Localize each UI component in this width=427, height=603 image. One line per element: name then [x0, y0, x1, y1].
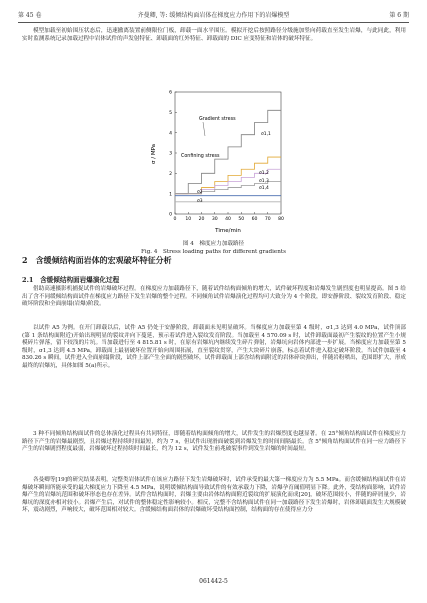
y-tick-label: 6 [169, 90, 172, 96]
x-tick-label: 80 [278, 217, 284, 222]
x-tick-label: 60 [251, 217, 258, 222]
paragraph-1: 借助高速摄影机捕捉试件的岩爆破坏过程。在梯度应力加载路径下，随着试件结构面倾角的增大，试件破坏程度和岩爆发生剧烈度也明显提高。图 5 给出了含不同缓倾结构面试件在梯度应力路径下发生岩爆的整个过程。不同倾角试件岩爆演化过程均可大致分为 4 个阶段，即安静阶段、裂纹发育阶段、稳定破坏阶段和全面崩塌(岩爆)阶段。 [22, 286, 406, 308]
figure-caption-cn: 图 4 梯度应力加载路径 [182, 241, 245, 247]
running-title: 齐曼卿, 等: 缓倾结构面岩体在梯度应力作用下的岩爆模型 [137, 12, 290, 19]
y-tick-label: 1 [169, 192, 172, 198]
x-tick-label: 10 [185, 217, 192, 222]
label-s1-4: σ1,4 [259, 186, 269, 191]
paragraph-2: 以试件 A5 为例。在开门卸载以后，试件 A5 仍处于安静阶段，卸载面未见明显破坏。当梯度应力加载至第 4 级时，σ1,3 达到 4.0 MPa，试件顶部(第 1 条结构面附近)开始出现明显的裂纹并向下蔓延，预示着试件进入裂纹发育阶段。当加载至 4 570.09 s 时，试件卸载面最初产生裂纹的位置产生小规模碎片弹落，留下较浅的片坑。当加载进行至 4 815.81 s 时，在原有岩爆坑内继续发生碎片弹射，岩爆坑向岩体内部进一步扩展。当梯度应力加载至第 5 级时，σ1,3 达到 4.5 MPa，卸载面上最初破坏位置开始向周围拓展，直至裂纹贯穿，产生大块碎片崩落，标志着试件进入稳定破坏阶段。当试件加载至 4 830.26 s 瞬间，试件进入全面崩塌阶段，试件上部产生全面的剧烈破坏，试件卸载面上部含结构面附近的岩体碎块弹出，伴随岩粉喷出，范围即扩大，形成最终的岩爆坑，具体如图 5(a)所示。 [22, 325, 407, 369]
label-s1-2: σ1,2 [259, 171, 269, 176]
x-tick-label: 20 [198, 217, 205, 222]
y-tick-label: 4 [169, 131, 172, 137]
paragraph-4: 各曼卿等[19]的研究结果表明，完整类岩体试件在该应力路径下发生岩爆破坏时，试件承受的最大第一梯度应力为 5.5 MPa。而含缓倾结构面试件在岩爆破坏瞬间所能承受的最大梯度应力下降至 4.5 MPa，说明缓倾结构面导致试件的有效承载力下降，岩爆孕育阈值明显下降。此外，受结构面影响，试件岩爆产生的岩爆坑范围和破坏形态也存在差异。试件含结构面时，岩爆主要由岩体结构面附近裂纹的扩展演化而成[20]，破坏范围较小，伴随的碎屑量少，岩爆坑的深度亦相对较小。岩爆产生后，对试件的整体稳定性影响较小。相反，完整不含结构面试件在同一加载路径下发生岩爆时，岩体卸载面发生大规模破坏，震动剧烈，声响较大，破坏范围相对较大。含缓倾结构面岩体的岩爆破坏受结构面控制，结构面的存在使得应力分 [22, 477, 406, 514]
figure-4 [147, 86, 287, 236]
figure-caption-en: Fig. 4 Stress loading paths for different gradients [141, 249, 286, 255]
y-tick-label: 0 [169, 212, 172, 218]
x-tick-label: 40 [225, 217, 231, 222]
header-rule [18, 22, 409, 23]
page-number: 061442-5 [199, 578, 228, 585]
label-s1-3: σ1,3 [259, 179, 269, 184]
label-s2: σ2 [197, 190, 203, 195]
issue-label: 第 6 期 [389, 12, 409, 19]
x-axis-label: Time/min [215, 228, 241, 234]
y-tick-label: 5 [169, 110, 172, 116]
label-s3: σ3 [197, 199, 203, 204]
section-2-heading: 2 含缓倾结构面岩体的宏观破坏特征分析 [22, 255, 172, 265]
x-tick-label: 70 [264, 217, 271, 222]
section-2-1-heading: 2.1 含缓倾结构面岩爆演化过程 [22, 276, 120, 284]
x-tick-label: 0 [173, 217, 177, 222]
x-tick-label: 50 [238, 217, 245, 222]
loading-path-chart [147, 86, 287, 236]
y-tick-label: 2 [169, 171, 172, 177]
annotation-confining: Confining stress [181, 154, 220, 159]
annotation-arrow [203, 122, 205, 136]
volume-label: 第 45 卷 [18, 12, 42, 19]
y-axis-label: σ / MPa [151, 143, 157, 165]
running-header [18, 10, 409, 22]
annotation-gradient: Gradient stress [199, 117, 236, 122]
label-s1-1: σ1,1 [261, 132, 271, 137]
paragraph-3: 3 种不同倾角结构面试件的总体演化过程具有共同特征，即随着结构面倾角的增大，试件发生的岩爆烈度也越显著。在 25°倾角结构面试件在梯度应力路径下产生的岩爆最剧烈，且岩爆过程持续时间最短，约为 7 s，但试件出现滑面破裂到岩爆发生的时间间隔最长。含 5°倾角结构面试件在同一应力路径下产生的岩爆剧烈程度最弱，岩爆破坏过程持续时间最长，约为 12 s，试件发生前兆破裂事件到发生岩爆的时间最短。 [22, 431, 406, 453]
paragraph-intro: 模型加载至初始围压状态后，迅速撤离装置前侧限位门板，卸载一面水平围压。模拟开挖后按照路径分级施加竖向荷载直至发生岩爆，与此同此，利用实时监测系统记录加载过程中岩体试件的声发射特征、卸载面的红外特征、卸载面的 DIC 应变特征和岩体的破坏特征。 [22, 28, 406, 42]
y-tick-label: 3 [169, 151, 172, 157]
x-tick-label: 30 [211, 217, 218, 222]
